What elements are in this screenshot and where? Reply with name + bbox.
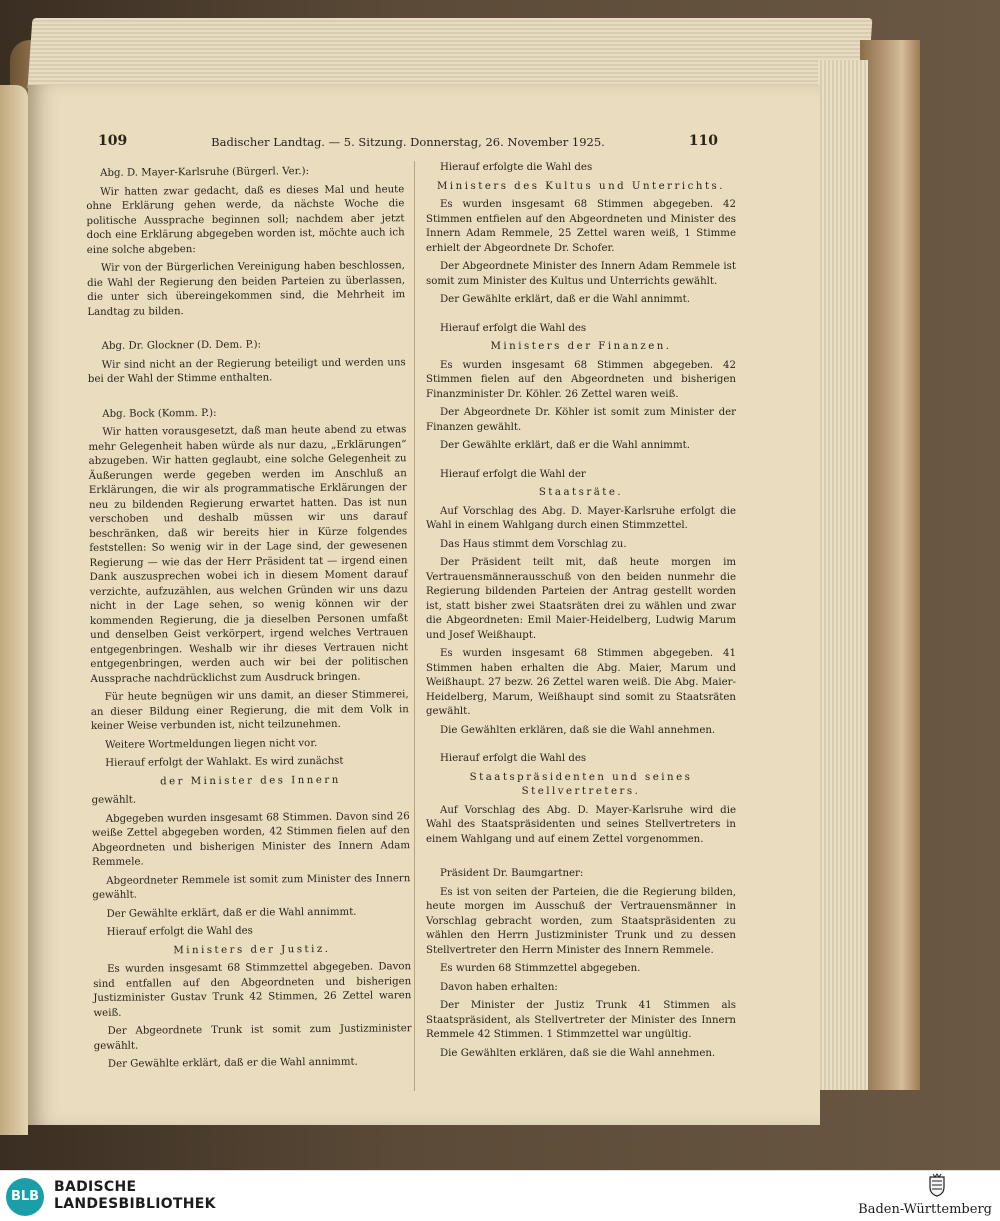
paragraph: Auf Vorschlag des Abg. D. Mayer-Karlsruhe erfolgt die Wahl in einem Wahlgang durch einen Stimmzettel.	[426, 505, 736, 531]
paragraph: Der Gewählte erklärt, daß er die Wahl annimmt.	[106, 906, 357, 920]
paragraph: Wir hatten vorausgesetzt, daß man heute abend zu etwas mehr Gelegenheit haben würde als nur dazu, „Erklärungen“ abzugeben. Wir hatten geglaubt, eine solche Gelegenheit zu Äußerungen werde gegeben werden im Anschluß an Erklärungen, die wir als programmatische Erklärungen der neu zu bildenden Regierung erwartet hatten. Das ist nun verschoben und deshalb müssen wir uns darauf beschränken, daß wir bereits hier in Kürze folgendes feststellen: So wenig wir in der Lage sind, der gewesenen Regierung — wie das der Herr Präsident tat — irgend einen Dank auszusprechen wobei ich in diesem Moment darauf verzichte, aufzuzählen, aus welchen Gründen wir uns dazu nicht in der Lage sehen, so wenig können wir der kommenden Regierung, die ja dieselben Personen umfaßt und denselben Geist verkörpert, irgend welches Vertrauen entgegenbringen. Weshalb wir ihr dieses Vertrauen nicht entgegenbringen, werden auch wir bei der politischen Aussprache nachdrücklichst zum Ausdruck bringen.	[88, 424, 409, 685]
speaker-heading: Präsident Dr. Baumgartner:	[440, 868, 584, 879]
paragraph: Hierauf erfolgt der Wahlakt. Es wird zunächst	[105, 755, 344, 769]
paragraph: Wir von der Bürgerlichen Vereinigung haben beschlossen, die Wahl der Regierung den beiden Parteien zu überlassen, die unter sich übereingekommen sind, die Mehrheit im Landtag zu bilden.	[87, 260, 406, 318]
paragraph: Der Präsident teilt mit, daß heute morgen im Vertrauensmännerausschuß von den beiden nunmehr die Regierung bildenden Parteien der Antrag gestellt worden ist, statt bisher zwei Staatsräten drei zu wählen und zwar die Abgeordneten: Emil Maier-Heidelberg, Ludwig Marum und Josef Weißhaupt.	[426, 557, 736, 641]
book-page-edges-top	[28, 18, 873, 88]
paragraph: Es wurden 68 Stimmzettel abgegeben.	[440, 963, 641, 974]
section-heading: der Minister des Innern	[159, 774, 341, 787]
footer-bar	[0, 1170, 1000, 1221]
paragraph: Der Gewählte erklärt, daß er die Wahl annimmt.	[440, 294, 690, 305]
column-divider	[414, 161, 415, 1091]
page-number-left: 109	[98, 133, 128, 149]
library-name-line1: BADISCHE	[54, 1179, 137, 1195]
section-heading: Ministers des Kultus und Unterrichts.	[436, 180, 726, 192]
paragraph: Der Abgeordnete Minister des Innern Adam Remmele ist somit zum Minister des Kultus und Unterrichts gewählt.	[426, 261, 736, 287]
paragraph: Wir sind nicht an der Regierung beteiligt und werden uns bei der Wahl der Stimme enthalten.	[87, 356, 406, 385]
paragraph: Der Abgeordnete Dr. Köhler ist somit zum Minister der Finanzen gewählt.	[426, 407, 736, 433]
paragraph: Für heute begnügen wir uns damit, an dieser Stimmerei, an dieser Bildung einer Regierung, die mit dem Volk in keiner Weise verbunden ist, nicht teilzunehmen.	[90, 689, 409, 732]
section-heading: Staatspräsidenten und seines Stellvertreters.	[469, 771, 693, 797]
coat-of-arms-icon	[928, 1173, 946, 1197]
library-name-line2: LANDESBIBLIOTHEK	[54, 1196, 216, 1212]
paragraph: Abgeordneter Remmele ist somit zum Minister des Innern gewählt.	[92, 872, 411, 901]
book-page-edges-right	[818, 60, 868, 1090]
paragraph: Es wurden insgesamt 68 Stimmen abgegeben. 42 Stimmen entfielen auf den Abgeordneten und Minister des Innern Adam Remmele, 25 Zettel waren weiß, 1 Stimme erhielt der Abgeordnete Dr. Schofer.	[426, 199, 736, 254]
paragraph: Hierauf erfolgt die Wahl des	[440, 322, 587, 334]
paragraph: Der Abgeordnete Trunk ist somit zum Justizminister gewählt.	[93, 1023, 412, 1052]
paragraph: Das Haus stimmt dem Vorschlag zu.	[440, 538, 627, 550]
section-heading: Ministers der Justiz.	[173, 943, 331, 956]
paragraph: Auf Vorschlag des Abg. D. Mayer-Karlsruhe wird die Wahl des Staatspräsidenten und seines Stellvertreters in einem Wahlgang und auf einem Zettel vorgenommen.	[426, 804, 736, 845]
state-name[interactable]: Baden-Württemberg	[858, 1202, 992, 1217]
running-title: Badischer Landtag. — 5. Sitzung. Donnerstag, 26. November 1925.	[211, 135, 605, 149]
paragraph: Der Gewählte erklärt, daß er die Wahl annimmt.	[440, 440, 690, 451]
paragraph: Hierauf erfolgt die Wahl des	[440, 753, 587, 764]
paragraph: Die Gewählten erklären, daß sie die Wahl annehmen.	[440, 724, 716, 736]
paragraph: Hierauf erfolgte die Wahl des	[440, 162, 593, 173]
blb-logo[interactable]: BLB	[6, 1178, 44, 1216]
left-column	[86, 158, 412, 1076]
speaker-heading: Abg. Dr. Glockner (D. Dem. P.):	[101, 339, 262, 352]
paragraph: Der Gewählte erklärt, daß er die Wahl annimmt.	[107, 1056, 358, 1070]
paragraph: Es wurden insgesamt 68 Stimmen abgegeben. 41 Stimmen haben erhalten die Abg. Maier, Marum und Weißhaupt. 27 bezw. 26 Zettel waren weiß. Die Abg. Maier-Heidelberg, Marum, Weißhaupt sind somit zu Staatsräten gewählt.	[426, 648, 736, 717]
paragraph: Es wurden insgesamt 68 Stimmen abgegeben. 42 Stimmen fielen auf den Abgeordneten und bisherigen Finanzminister Dr. Köhler. 26 Zettel waren weiß.	[426, 359, 736, 400]
section-heading: Staatsräte.	[538, 487, 624, 498]
speaker-heading: Abg. D. Mayer-Karlsruhe (Bürgerl. Ver.):	[100, 166, 310, 179]
right-column	[426, 161, 736, 1065]
paragraph: Es wurden insgesamt 68 Stimmzettel abgegeben. Davon sind entfallen auf den Abgeordneten und bisherigen Justizminister Gustav Trunk 42 Stimmen, 26 Zettel waren weiß.	[93, 961, 412, 1019]
paragraph: Hierauf erfolgt die Wahl des	[106, 925, 253, 938]
library-name[interactable]	[54, 1179, 216, 1213]
book-cover-edge	[860, 40, 920, 1090]
paragraph: Abgegeben wurden insgesamt 68 Stimmen. Davon sind 26 weiße Zettel abgegeben worden, 42 Stimmen fielen auf den Abgeordneten und bisherigen Minister des Innern Adam Remmele.	[91, 810, 411, 868]
paragraph: Weitere Wortmeldungen liegen nicht vor.	[105, 737, 318, 751]
speaker-heading: Abg. Bock (Komm. P.):	[102, 407, 217, 420]
page-header	[98, 133, 718, 153]
paragraph: gewählt.	[91, 794, 137, 806]
paragraph: Die Gewählten erklären, daß sie die Wahl annehmen.	[440, 1047, 716, 1059]
paragraph: Der Minister der Justiz Trunk 41 Stimmen als Staatspräsident, als Stellvertreter der Minister des Innern Remmele 42 Stimmen. 1 Stimmzettel war ungültig.	[426, 1000, 736, 1040]
paragraph: Wir hatten zwar gedacht, daß es dieses Mal und heute ohne Erklärung gehen werde, da nächste Woche die politische Aussprache beginnen soll; nachdem aber jetzt doch eine Erklärung abgegeben worden ist, möchte auch ich eine solche abgeben:	[86, 183, 405, 256]
document-page	[28, 85, 820, 1125]
paragraph: Es ist von seiten der Parteien, die die Regierung bilden, heute morgen im Ausschuß der Vertrauensmänner in Vorschlag gebracht worden, zum Staatspräsidenten zu wählen den Herrn Justizminister Trunk und zu dessen Stellvertreter den Herrn Minister des Innern Remmele.	[426, 886, 736, 956]
page-number-right: 110	[688, 133, 718, 149]
facing-page-sliver	[0, 85, 28, 1135]
paragraph: Hierauf erfolgt die Wahl der	[440, 468, 586, 480]
paragraph: Davon haben erhalten:	[440, 981, 558, 993]
section-heading: Ministers der Finanzen.	[490, 341, 672, 352]
